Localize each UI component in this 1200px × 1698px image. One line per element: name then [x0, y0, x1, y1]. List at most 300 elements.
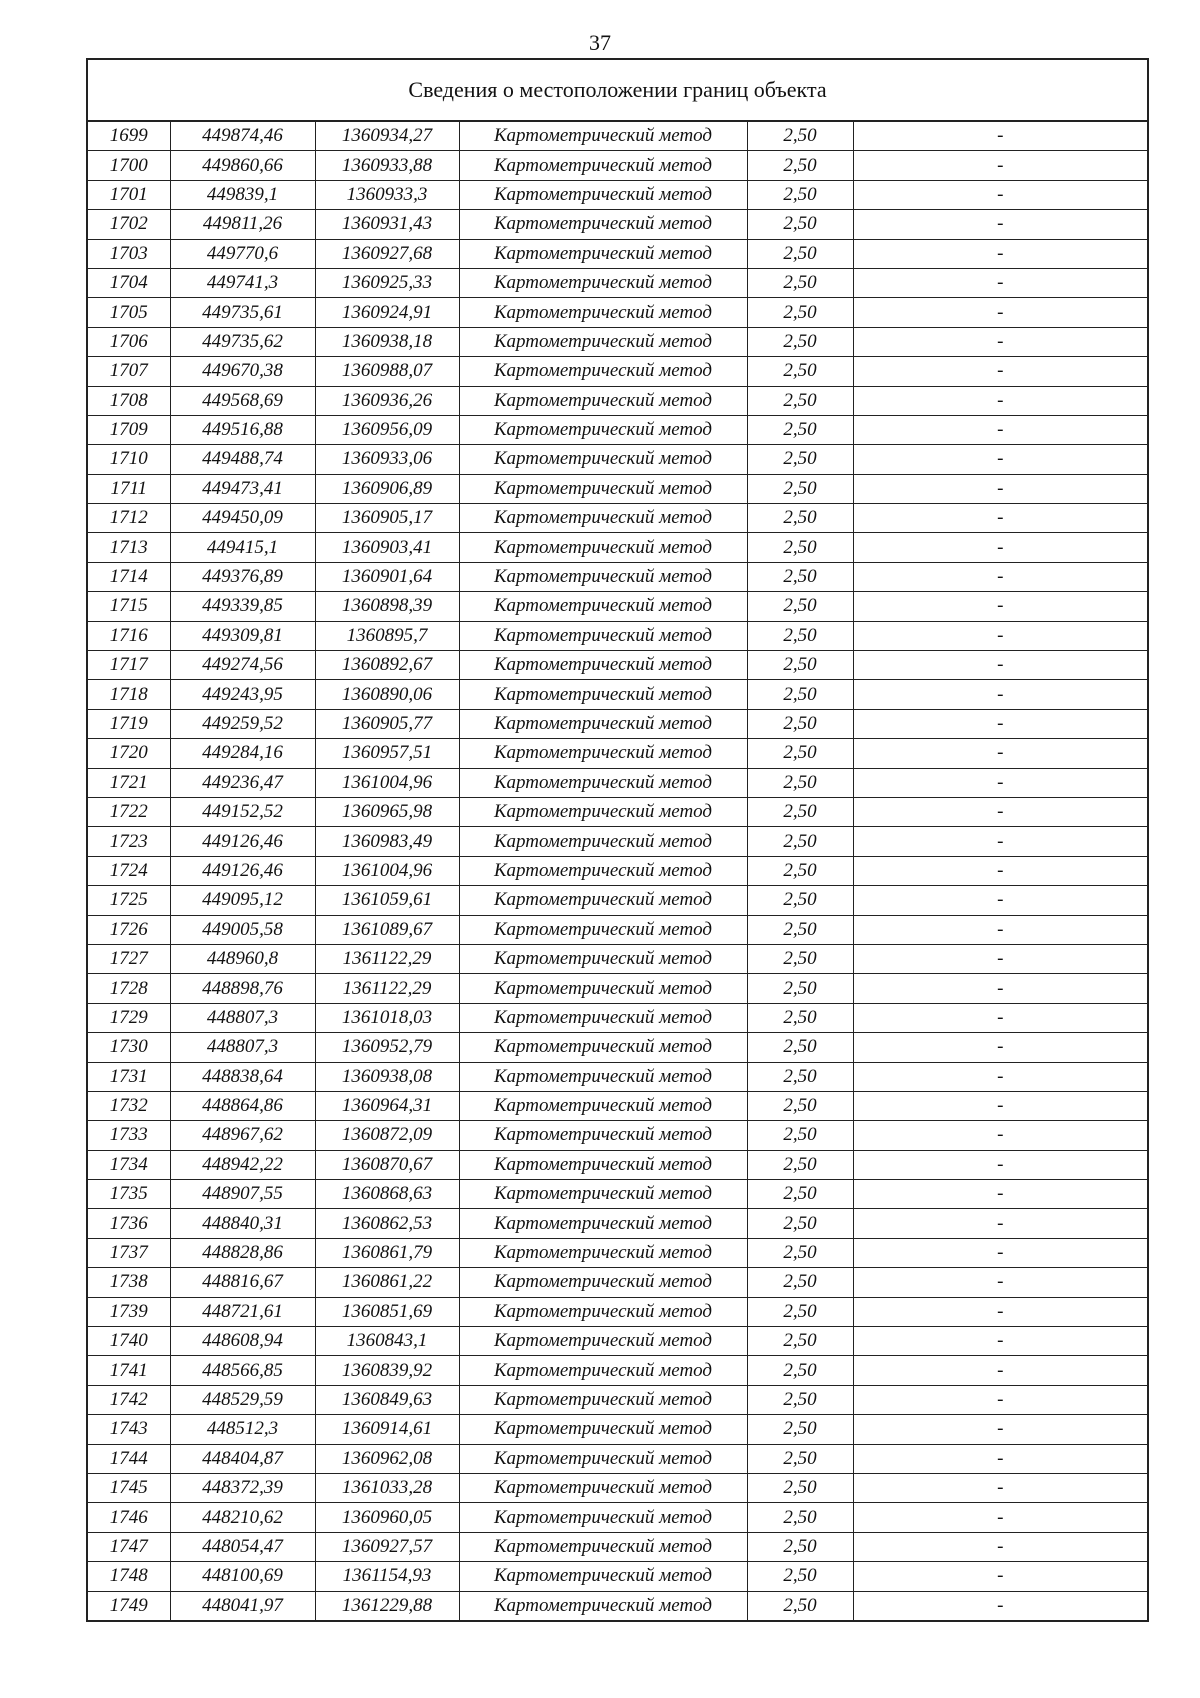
- method-cell: Картометрический метод: [459, 386, 747, 415]
- description-cell: -: [853, 1473, 1147, 1502]
- accuracy-cell: 2,50: [747, 474, 853, 503]
- x-coordinate-cell: 449811,26: [170, 210, 315, 239]
- accuracy-cell: 2,50: [747, 1532, 853, 1561]
- point-number-cell: 1744: [88, 1444, 170, 1473]
- accuracy-cell: 2,50: [747, 680, 853, 709]
- table-row: [88, 474, 1147, 503]
- accuracy-cell: 2,50: [747, 415, 853, 444]
- table-row: [88, 1238, 1147, 1267]
- accuracy-cell: 2,50: [747, 621, 853, 650]
- x-coordinate-cell: 449339,85: [170, 592, 315, 621]
- accuracy-cell: 2,50: [747, 592, 853, 621]
- method-cell: Картометрический метод: [459, 797, 747, 826]
- table-row: [88, 1327, 1147, 1356]
- point-number-cell: 1716: [88, 621, 170, 650]
- y-coordinate-cell: 1360906,89: [315, 474, 459, 503]
- description-cell: -: [853, 1033, 1147, 1062]
- y-coordinate-cell: 1360931,43: [315, 210, 459, 239]
- accuracy-cell: 2,50: [747, 562, 853, 591]
- description-cell: -: [853, 1268, 1147, 1297]
- y-coordinate-cell: 1360901,64: [315, 562, 459, 591]
- accuracy-cell: 2,50: [747, 856, 853, 885]
- table-row: [88, 856, 1147, 885]
- accuracy-cell: 2,50: [747, 1327, 853, 1356]
- description-cell: -: [853, 621, 1147, 650]
- y-coordinate-cell: 1360936,26: [315, 386, 459, 415]
- accuracy-cell: 2,50: [747, 974, 853, 1003]
- accuracy-cell: 2,50: [747, 1268, 853, 1297]
- table-row: [88, 797, 1147, 826]
- y-coordinate-cell: 1361089,67: [315, 915, 459, 944]
- y-coordinate-cell: 1361154,93: [315, 1562, 459, 1591]
- accuracy-cell: 2,50: [747, 1003, 853, 1032]
- y-coordinate-cell: 1360965,98: [315, 797, 459, 826]
- point-number-cell: 1741: [88, 1356, 170, 1385]
- point-number-cell: 1725: [88, 886, 170, 915]
- description-cell: -: [853, 1444, 1147, 1473]
- table-row: [88, 327, 1147, 356]
- description-cell: -: [853, 445, 1147, 474]
- method-cell: Картометрический метод: [459, 974, 747, 1003]
- description-cell: -: [853, 327, 1147, 356]
- x-coordinate-cell: 449126,46: [170, 827, 315, 856]
- table-row: [88, 1562, 1147, 1591]
- x-coordinate-cell: 448608,94: [170, 1327, 315, 1356]
- x-coordinate-cell: 448210,62: [170, 1503, 315, 1532]
- x-coordinate-cell: 449095,12: [170, 886, 315, 915]
- method-cell: Картометрический метод: [459, 180, 747, 209]
- x-coordinate-cell: 448838,64: [170, 1062, 315, 1091]
- method-cell: Картометрический метод: [459, 1209, 747, 1238]
- x-coordinate-cell: 449874,46: [170, 122, 315, 151]
- x-coordinate-cell: 449670,38: [170, 357, 315, 386]
- accuracy-cell: 2,50: [747, 1591, 853, 1620]
- point-number-cell: 1703: [88, 239, 170, 268]
- x-coordinate-cell: 449860,66: [170, 151, 315, 180]
- table-row: [88, 298, 1147, 327]
- point-number-cell: 1738: [88, 1268, 170, 1297]
- point-number-cell: 1712: [88, 504, 170, 533]
- method-cell: Картометрический метод: [459, 827, 747, 856]
- x-coordinate-cell: 449473,41: [170, 474, 315, 503]
- accuracy-cell: 2,50: [747, 445, 853, 474]
- y-coordinate-cell: 1360938,18: [315, 327, 459, 356]
- table-row: [88, 915, 1147, 944]
- y-coordinate-cell: 1360938,08: [315, 1062, 459, 1091]
- point-number-cell: 1734: [88, 1150, 170, 1179]
- y-coordinate-cell: 1360890,06: [315, 680, 459, 709]
- coordinates-table: [88, 122, 1147, 1620]
- point-number-cell: 1736: [88, 1209, 170, 1238]
- accuracy-cell: 2,50: [747, 1444, 853, 1473]
- method-cell: Картометрический метод: [459, 1238, 747, 1267]
- x-coordinate-cell: 448828,86: [170, 1238, 315, 1267]
- point-number-cell: 1739: [88, 1297, 170, 1326]
- description-cell: -: [853, 504, 1147, 533]
- point-number-cell: 1707: [88, 357, 170, 386]
- y-coordinate-cell: 1361004,96: [315, 768, 459, 797]
- description-cell: -: [853, 915, 1147, 944]
- accuracy-cell: 2,50: [747, 709, 853, 738]
- method-cell: Картометрический метод: [459, 151, 747, 180]
- point-number-cell: 1731: [88, 1062, 170, 1091]
- table-row: [88, 1062, 1147, 1091]
- x-coordinate-cell: 449259,52: [170, 709, 315, 738]
- point-number-cell: 1719: [88, 709, 170, 738]
- x-coordinate-cell: 448054,47: [170, 1532, 315, 1561]
- accuracy-cell: 2,50: [747, 1209, 853, 1238]
- y-coordinate-cell: 1360861,79: [315, 1238, 459, 1267]
- description-cell: -: [853, 827, 1147, 856]
- table-row: [88, 1503, 1147, 1532]
- table-row: [88, 739, 1147, 768]
- method-cell: Картометрический метод: [459, 562, 747, 591]
- description-cell: -: [853, 680, 1147, 709]
- x-coordinate-cell: 449274,56: [170, 651, 315, 680]
- x-coordinate-cell: 449450,09: [170, 504, 315, 533]
- method-cell: Картометрический метод: [459, 1444, 747, 1473]
- method-cell: Картометрический метод: [459, 1091, 747, 1120]
- description-cell: -: [853, 739, 1147, 768]
- x-coordinate-cell: 449284,16: [170, 739, 315, 768]
- x-coordinate-cell: 449488,74: [170, 445, 315, 474]
- method-cell: Картометрический метод: [459, 504, 747, 533]
- y-coordinate-cell: 1360952,79: [315, 1033, 459, 1062]
- x-coordinate-cell: 449309,81: [170, 621, 315, 650]
- accuracy-cell: 2,50: [747, 1297, 853, 1326]
- accuracy-cell: 2,50: [747, 327, 853, 356]
- y-coordinate-cell: 1361122,29: [315, 974, 459, 1003]
- x-coordinate-cell: 449126,46: [170, 856, 315, 885]
- y-coordinate-cell: 1360983,49: [315, 827, 459, 856]
- x-coordinate-cell: 449516,88: [170, 415, 315, 444]
- x-coordinate-cell: 449376,89: [170, 562, 315, 591]
- accuracy-cell: 2,50: [747, 651, 853, 680]
- method-cell: Картометрический метод: [459, 1415, 747, 1444]
- accuracy-cell: 2,50: [747, 886, 853, 915]
- description-cell: -: [853, 1503, 1147, 1532]
- point-number-cell: 1715: [88, 592, 170, 621]
- point-number-cell: 1732: [88, 1091, 170, 1120]
- description-cell: -: [853, 592, 1147, 621]
- accuracy-cell: 2,50: [747, 1562, 853, 1591]
- description-cell: -: [853, 797, 1147, 826]
- accuracy-cell: 2,50: [747, 386, 853, 415]
- accuracy-cell: 2,50: [747, 239, 853, 268]
- x-coordinate-cell: 448807,3: [170, 1003, 315, 1032]
- point-number-cell: 1728: [88, 974, 170, 1003]
- method-cell: Картометрический метод: [459, 621, 747, 650]
- method-cell: Картометрический метод: [459, 268, 747, 297]
- table-row: [88, 1591, 1147, 1620]
- method-cell: Картометрический метод: [459, 1473, 747, 1502]
- x-coordinate-cell: 449152,52: [170, 797, 315, 826]
- description-cell: -: [853, 1062, 1147, 1091]
- accuracy-cell: 2,50: [747, 210, 853, 239]
- description-cell: -: [853, 386, 1147, 415]
- accuracy-cell: 2,50: [747, 797, 853, 826]
- method-cell: Картометрический метод: [459, 298, 747, 327]
- table-row: [88, 1268, 1147, 1297]
- table-row: [88, 1150, 1147, 1179]
- method-cell: Картометрический метод: [459, 651, 747, 680]
- table-row: [88, 592, 1147, 621]
- table-row: [88, 621, 1147, 650]
- accuracy-cell: 2,50: [747, 1033, 853, 1062]
- accuracy-cell: 2,50: [747, 1238, 853, 1267]
- x-coordinate-cell: 449236,47: [170, 768, 315, 797]
- accuracy-cell: 2,50: [747, 915, 853, 944]
- table-row: [88, 415, 1147, 444]
- y-coordinate-cell: 1361004,96: [315, 856, 459, 885]
- point-number-cell: 1700: [88, 151, 170, 180]
- table-row: [88, 1385, 1147, 1414]
- table-row: [88, 709, 1147, 738]
- description-cell: -: [853, 1297, 1147, 1326]
- description-cell: -: [853, 651, 1147, 680]
- accuracy-cell: 2,50: [747, 151, 853, 180]
- accuracy-cell: 2,50: [747, 1150, 853, 1179]
- method-cell: Картометрический метод: [459, 1327, 747, 1356]
- y-coordinate-cell: 1361059,61: [315, 886, 459, 915]
- x-coordinate-cell: 448898,76: [170, 974, 315, 1003]
- accuracy-cell: 2,50: [747, 1503, 853, 1532]
- page-number: 37: [589, 30, 611, 55]
- point-number-cell: 1747: [88, 1532, 170, 1561]
- table-row: [88, 1209, 1147, 1238]
- point-number-cell: 1730: [88, 1033, 170, 1062]
- y-coordinate-cell: 1360927,68: [315, 239, 459, 268]
- y-coordinate-cell: 1360870,67: [315, 1150, 459, 1179]
- y-coordinate-cell: 1360895,7: [315, 621, 459, 650]
- description-cell: -: [853, 533, 1147, 562]
- table-row: [88, 680, 1147, 709]
- table-row: [88, 180, 1147, 209]
- y-coordinate-cell: 1360861,22: [315, 1268, 459, 1297]
- point-number-cell: 1713: [88, 533, 170, 562]
- y-coordinate-cell: 1360933,88: [315, 151, 459, 180]
- table-row: [88, 151, 1147, 180]
- description-cell: -: [853, 1209, 1147, 1238]
- method-cell: Картометрический метод: [459, 1062, 747, 1091]
- description-cell: -: [853, 357, 1147, 386]
- point-number-cell: 1717: [88, 651, 170, 680]
- y-coordinate-cell: 1360892,67: [315, 651, 459, 680]
- accuracy-cell: 2,50: [747, 739, 853, 768]
- y-coordinate-cell: 1360988,07: [315, 357, 459, 386]
- y-coordinate-cell: 1360872,09: [315, 1121, 459, 1150]
- y-coordinate-cell: 1360962,08: [315, 1444, 459, 1473]
- method-cell: Картометрический метод: [459, 445, 747, 474]
- x-coordinate-cell: 448404,87: [170, 1444, 315, 1473]
- description-cell: -: [853, 709, 1147, 738]
- table-row: [88, 1003, 1147, 1032]
- y-coordinate-cell: 1360851,69: [315, 1297, 459, 1326]
- table-row: [88, 1444, 1147, 1473]
- description-cell: -: [853, 1562, 1147, 1591]
- accuracy-cell: 2,50: [747, 1415, 853, 1444]
- x-coordinate-cell: 449568,69: [170, 386, 315, 415]
- accuracy-cell: 2,50: [747, 827, 853, 856]
- point-number-cell: 1740: [88, 1327, 170, 1356]
- x-coordinate-cell: 448942,22: [170, 1150, 315, 1179]
- y-coordinate-cell: 1360925,33: [315, 268, 459, 297]
- x-coordinate-cell: 448721,61: [170, 1297, 315, 1326]
- accuracy-cell: 2,50: [747, 1385, 853, 1414]
- y-coordinate-cell: 1360964,31: [315, 1091, 459, 1120]
- accuracy-cell: 2,50: [747, 357, 853, 386]
- description-cell: -: [853, 1091, 1147, 1120]
- method-cell: Картометрический метод: [459, 709, 747, 738]
- point-number-cell: 1729: [88, 1003, 170, 1032]
- accuracy-cell: 2,50: [747, 504, 853, 533]
- method-cell: Картометрический метод: [459, 1180, 747, 1209]
- table-title: Сведения о местоположении границ объекта: [88, 60, 1147, 122]
- method-cell: Картометрический метод: [459, 210, 747, 239]
- point-number-cell: 1699: [88, 122, 170, 151]
- method-cell: Картометрический метод: [459, 122, 747, 151]
- method-cell: Картометрический метод: [459, 915, 747, 944]
- table-row: [88, 886, 1147, 915]
- y-coordinate-cell: 1360956,09: [315, 415, 459, 444]
- table-row: [88, 357, 1147, 386]
- description-cell: -: [853, 298, 1147, 327]
- description-cell: -: [853, 1532, 1147, 1561]
- x-coordinate-cell: 448816,67: [170, 1268, 315, 1297]
- table-row: [88, 827, 1147, 856]
- table-row: [88, 445, 1147, 474]
- table-row: [88, 386, 1147, 415]
- y-coordinate-cell: 1360903,41: [315, 533, 459, 562]
- point-number-cell: 1711: [88, 474, 170, 503]
- table-row: [88, 210, 1147, 239]
- method-cell: Картометрический метод: [459, 856, 747, 885]
- method-cell: Картометрический метод: [459, 768, 747, 797]
- description-cell: -: [853, 1180, 1147, 1209]
- accuracy-cell: 2,50: [747, 122, 853, 151]
- description-cell: -: [853, 268, 1147, 297]
- point-number-cell: 1701: [88, 180, 170, 209]
- x-coordinate-cell: 448864,86: [170, 1091, 315, 1120]
- method-cell: Картометрический метод: [459, 1150, 747, 1179]
- y-coordinate-cell: 1360905,17: [315, 504, 459, 533]
- method-cell: Картометрический метод: [459, 886, 747, 915]
- y-coordinate-cell: 1360905,77: [315, 709, 459, 738]
- point-number-cell: 1720: [88, 739, 170, 768]
- y-coordinate-cell: 1361033,28: [315, 1473, 459, 1502]
- x-coordinate-cell: 448907,55: [170, 1180, 315, 1209]
- table-row: [88, 1415, 1147, 1444]
- method-cell: Картометрический метод: [459, 1297, 747, 1326]
- method-cell: Картометрический метод: [459, 357, 747, 386]
- y-coordinate-cell: 1360934,27: [315, 122, 459, 151]
- x-coordinate-cell: 448960,8: [170, 944, 315, 973]
- accuracy-cell: 2,50: [747, 298, 853, 327]
- point-number-cell: 1749: [88, 1591, 170, 1620]
- description-cell: -: [853, 1356, 1147, 1385]
- y-coordinate-cell: 1360862,53: [315, 1209, 459, 1238]
- y-coordinate-cell: 1360843,1: [315, 1327, 459, 1356]
- description-cell: -: [853, 122, 1147, 151]
- table-row: [88, 504, 1147, 533]
- point-number-cell: 1721: [88, 768, 170, 797]
- table-row: [88, 239, 1147, 268]
- accuracy-cell: 2,50: [747, 1180, 853, 1209]
- table-row: [88, 651, 1147, 680]
- point-number-cell: 1706: [88, 327, 170, 356]
- boundary-table: [86, 58, 1149, 1622]
- point-number-cell: 1733: [88, 1121, 170, 1150]
- method-cell: Картометрический метод: [459, 1268, 747, 1297]
- y-coordinate-cell: 1360914,61: [315, 1415, 459, 1444]
- point-number-cell: 1724: [88, 856, 170, 885]
- point-number-cell: 1735: [88, 1180, 170, 1209]
- method-cell: Картометрический метод: [459, 680, 747, 709]
- description-cell: -: [853, 1238, 1147, 1267]
- description-cell: -: [853, 974, 1147, 1003]
- table-row: [88, 533, 1147, 562]
- description-cell: -: [853, 1385, 1147, 1414]
- x-coordinate-cell: 449770,6: [170, 239, 315, 268]
- accuracy-cell: 2,50: [747, 268, 853, 297]
- table-row: [88, 768, 1147, 797]
- point-number-cell: 1705: [88, 298, 170, 327]
- method-cell: Картометрический метод: [459, 739, 747, 768]
- table-row: [88, 1033, 1147, 1062]
- method-cell: Картометрический метод: [459, 592, 747, 621]
- accuracy-cell: 2,50: [747, 1121, 853, 1150]
- x-coordinate-cell: 449005,58: [170, 915, 315, 944]
- method-cell: Картометрический метод: [459, 1121, 747, 1150]
- description-cell: -: [853, 1003, 1147, 1032]
- table-row: [88, 974, 1147, 1003]
- y-coordinate-cell: 1360898,39: [315, 592, 459, 621]
- y-coordinate-cell: 1360933,06: [315, 445, 459, 474]
- table-row: [88, 1356, 1147, 1385]
- x-coordinate-cell: 448100,69: [170, 1562, 315, 1591]
- accuracy-cell: 2,50: [747, 768, 853, 797]
- x-coordinate-cell: 449415,1: [170, 533, 315, 562]
- method-cell: Картометрический метод: [459, 1385, 747, 1414]
- y-coordinate-cell: 1360957,51: [315, 739, 459, 768]
- x-coordinate-cell: 448566,85: [170, 1356, 315, 1385]
- y-coordinate-cell: 1360924,91: [315, 298, 459, 327]
- description-cell: -: [853, 886, 1147, 915]
- table-row: [88, 122, 1147, 151]
- method-cell: Картометрический метод: [459, 239, 747, 268]
- x-coordinate-cell: 448840,31: [170, 1209, 315, 1238]
- y-coordinate-cell: 1360933,3: [315, 180, 459, 209]
- y-coordinate-cell: 1361229,88: [315, 1591, 459, 1620]
- table-row: [88, 1532, 1147, 1561]
- x-coordinate-cell: 448512,3: [170, 1415, 315, 1444]
- description-cell: -: [853, 1327, 1147, 1356]
- point-number-cell: 1737: [88, 1238, 170, 1267]
- point-number-cell: 1748: [88, 1562, 170, 1591]
- description-cell: -: [853, 856, 1147, 885]
- description-cell: -: [853, 944, 1147, 973]
- point-number-cell: 1746: [88, 1503, 170, 1532]
- accuracy-cell: 2,50: [747, 1062, 853, 1091]
- table-row: [88, 1297, 1147, 1326]
- x-coordinate-cell: 449735,61: [170, 298, 315, 327]
- coordinates-table-body: [88, 122, 1147, 1620]
- point-number-cell: 1702: [88, 210, 170, 239]
- method-cell: Картометрический метод: [459, 533, 747, 562]
- method-cell: Картометрический метод: [459, 1591, 747, 1620]
- description-cell: -: [853, 768, 1147, 797]
- table-row: [88, 944, 1147, 973]
